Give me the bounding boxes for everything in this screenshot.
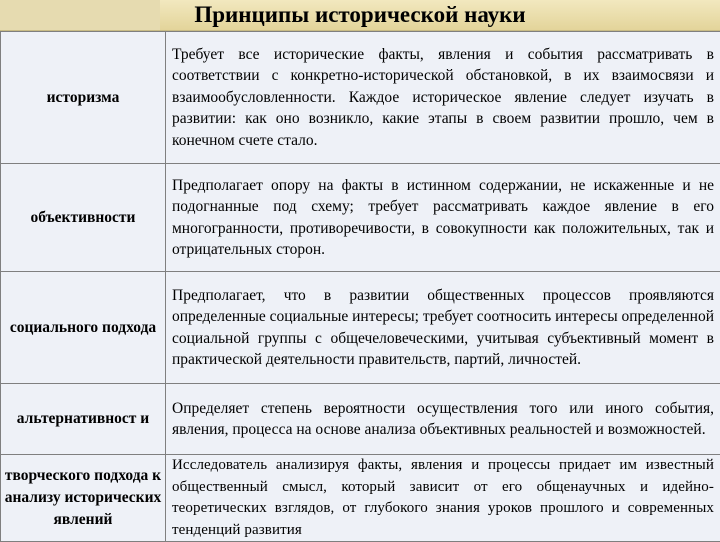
table-row <box>1 32 720 164</box>
principle-name: социального подхода <box>1 272 166 384</box>
title-accent <box>0 0 160 30</box>
principle-description: Предполагает опору на факты в истинном содержании, не искаженные и не подогнанные под схему; требует рассматривать каждое явление в его многогранности, противоречивости, в совокупности как положительных, так и отрицательных сторон. <box>172 175 714 261</box>
principle-description: Определяет степень вероятности осуществления того или иного события, явления, процесса на основе анализа объективных реальностей и возможностей. <box>172 398 714 441</box>
page-title: Принципы исторической науки <box>194 2 525 28</box>
table-row <box>1 384 720 455</box>
principle-description: Исследователь анализируя факты, явления и процессы придает им известный общественный смысл, который зависит от его общенаучных и идейно-теоретических взглядов, от глубокого знания уроков прошлого и современных тенденций развития <box>172 455 714 541</box>
principles-table <box>0 31 720 542</box>
principle-description: Требует все исторические факты, явления и события рассматривать в соответствии с конкретно-исторической обстановкой, в их взаимосвязи и взаимообусловленности. Каждое историческое явление следует изучать в развитии: как оно возникло, какие этапы в своем развитии прошло, чем в конечном счете стало. <box>172 44 714 151</box>
table-row <box>1 164 720 272</box>
principle-name: творческого подхода к анализу исторических явлений <box>1 455 166 542</box>
table-row <box>1 455 720 542</box>
principle-description: Предполагает, что в развитии общественных процессов проявляются определенные социальные интересы; требует соотносить интересы определенной социальной группы с общечеловеческими, учитывая субъективный момент в практической деятельности правительств, партий, личностей. <box>172 285 714 371</box>
principle-name: альтернативност и <box>1 384 166 455</box>
principle-name: объективности <box>1 164 166 272</box>
table-row <box>1 272 720 384</box>
title-bar <box>0 0 720 31</box>
principle-name: историзма <box>1 32 166 164</box>
